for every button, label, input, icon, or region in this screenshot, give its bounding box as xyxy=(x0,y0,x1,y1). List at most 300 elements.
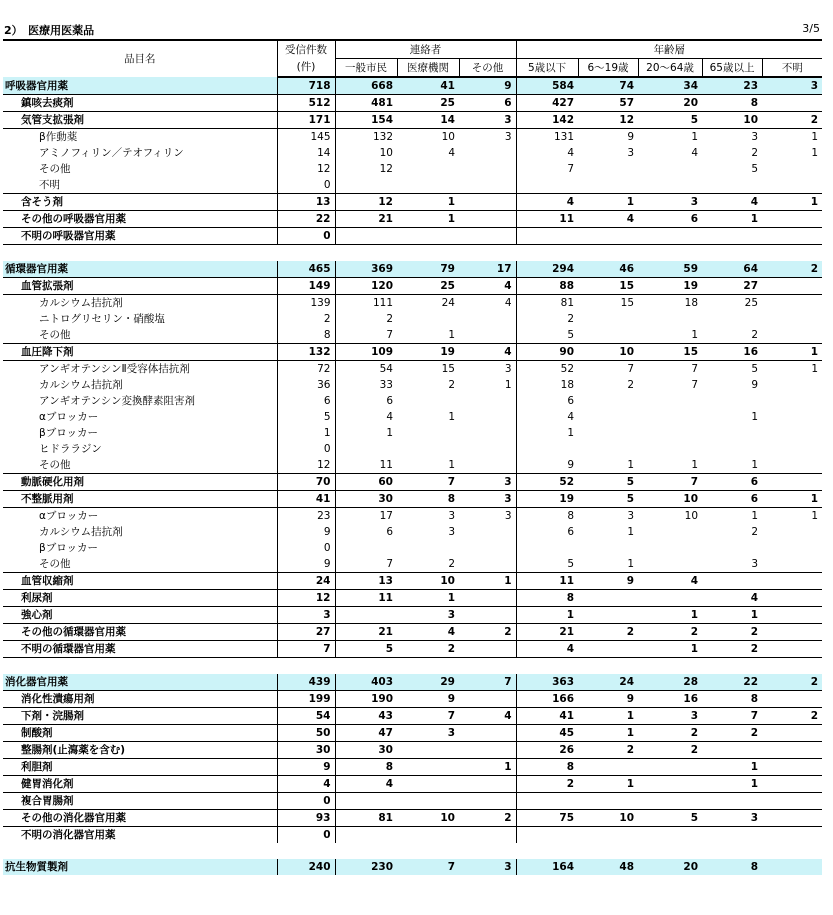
cell-age-under5: 19 xyxy=(516,491,578,508)
cell-age-6-19 xyxy=(578,590,638,607)
row-label: 循環器官用薬 xyxy=(3,261,277,278)
cell-contact-medical: 8 xyxy=(397,491,459,508)
cell-contact-medical: 4 xyxy=(397,624,459,641)
cell-contact-public: 2 xyxy=(335,311,397,327)
cell-age-6-19: 1 xyxy=(578,725,638,742)
row-label: 消化器官用薬 xyxy=(3,674,277,691)
detail-row xyxy=(3,540,822,556)
spacer-row xyxy=(3,658,822,675)
cell-age-6-19: 4 xyxy=(578,211,638,228)
subcategory-row xyxy=(3,474,822,491)
cell-contact-medical: 1 xyxy=(397,457,459,474)
cell-contact-public xyxy=(335,177,397,194)
spacer-row xyxy=(3,843,822,859)
cell-contact-medical xyxy=(397,393,459,409)
cell-age-65plus: 8 xyxy=(702,691,762,708)
cell-received: 4 xyxy=(277,776,335,793)
cell-received: 139 xyxy=(277,295,335,312)
row-label: カルシウム拮抗剤 xyxy=(39,526,123,538)
cell-contact-public: 6 xyxy=(335,393,397,409)
cell-age-under5: 81 xyxy=(516,295,578,312)
cell-age-20-64 xyxy=(638,228,702,245)
cell-contact-medical: 7 xyxy=(397,708,459,725)
row-label: 制酸剤 xyxy=(3,725,277,742)
cell-contact-medical xyxy=(397,177,459,194)
cell-contact-public: 30 xyxy=(335,491,397,508)
row-label: 不明の呼吸器官用薬 xyxy=(3,228,277,245)
cell-contact-other: 2 xyxy=(459,624,516,641)
cell-age-20-64: 20 xyxy=(638,859,702,875)
cell-age-20-64: 3 xyxy=(638,194,702,211)
cell-age-65plus: 2 xyxy=(751,147,759,159)
spacer-cell xyxy=(335,245,397,262)
cell-contact-other: 3 xyxy=(504,363,512,375)
cell-contact-other xyxy=(459,556,516,573)
cell-received: 0 xyxy=(277,228,335,245)
spacer-cell xyxy=(397,245,459,262)
cell-received: 70 xyxy=(277,474,335,491)
cell-age-20-64: 16 xyxy=(638,691,702,708)
detail-row xyxy=(3,508,822,525)
cell-age-65plus: 7 xyxy=(702,708,762,725)
row-label: アミノフィリン／テオフィリン xyxy=(39,147,184,159)
subcategory-row xyxy=(3,344,822,361)
subcategory-row xyxy=(3,742,822,759)
cell-contact-other xyxy=(459,161,516,177)
cell-contact-medical xyxy=(397,742,459,759)
cell-age-6-19: 3 xyxy=(627,510,635,522)
cell-age-unknown xyxy=(762,457,822,474)
row-label: β作動薬 xyxy=(39,131,78,143)
cell-contact-medical: 3 xyxy=(448,510,455,522)
cell-contact-other xyxy=(459,725,516,742)
cell-age-unknown xyxy=(762,377,822,393)
cell-received: 5 xyxy=(277,409,335,425)
cell-age-65plus: 1 xyxy=(702,607,762,624)
cell-contact-medical: 10 xyxy=(397,810,459,827)
cell-age-under5: 11 xyxy=(516,573,578,590)
cell-age-unknown xyxy=(762,759,822,776)
cell-age-6-19: 1 xyxy=(578,556,638,573)
cell-received: 8 xyxy=(277,327,335,344)
cell-age-unknown xyxy=(762,211,822,228)
cell-age-20-64: 4 xyxy=(638,573,702,590)
cell-contact-other xyxy=(459,827,516,844)
cell-contact-medical: 79 xyxy=(397,261,459,278)
cell-contact-other: 3 xyxy=(504,510,512,522)
cell-age-under5: 584 xyxy=(516,77,578,95)
header-item-name: 品目名 xyxy=(3,40,277,77)
cell-contact-other: 6 xyxy=(459,95,516,112)
spacer-cell xyxy=(578,658,638,675)
cell-age-6-19: 1 xyxy=(578,776,638,793)
row-label: 消化性潰瘍用剤 xyxy=(3,691,277,708)
cell-age-unknown xyxy=(762,725,822,742)
cell-age-65plus: 25 xyxy=(744,297,759,309)
cell-age-65plus: 23 xyxy=(702,77,762,95)
cell-age-65plus: 6 xyxy=(702,491,762,508)
cell-contact-public: 4 xyxy=(335,776,397,793)
cell-age-under5: 6 xyxy=(516,393,578,409)
cell-contact-public: 54 xyxy=(335,361,397,378)
cell-age-6-19: 2 xyxy=(627,379,635,391)
cell-age-unknown xyxy=(762,409,822,425)
cell-age-unknown xyxy=(762,161,822,177)
cell-age-6-19: 1 xyxy=(578,194,638,211)
cell-contact-medical: 1 xyxy=(448,411,455,423)
cell-age-20-64: 2 xyxy=(638,742,702,759)
cell-age-65plus xyxy=(702,441,762,457)
cell-contact-medical: 3 xyxy=(397,725,459,742)
row-label: 血圧降下剤 xyxy=(3,344,277,361)
cell-contact-medical xyxy=(397,776,459,793)
row-label: βブロッカー xyxy=(39,427,98,439)
cell-received: 1 xyxy=(277,425,335,441)
cell-contact-other: 9 xyxy=(459,77,516,95)
cell-contact-public xyxy=(335,441,397,457)
cell-contact-medical xyxy=(397,425,459,441)
cell-contact-medical xyxy=(397,793,459,810)
cell-age-6-19: 57 xyxy=(578,95,638,112)
cell-age-20-64: 20 xyxy=(638,95,702,112)
cell-age-65plus: 5 xyxy=(751,363,759,375)
cell-contact-medical: 41 xyxy=(397,77,459,95)
cell-contact-other: 3 xyxy=(459,491,516,508)
cell-contact-public: 230 xyxy=(335,859,397,875)
row-label: その他 xyxy=(3,556,277,573)
cell-received: 12 xyxy=(277,590,335,607)
cell-age-under5: 52 xyxy=(516,474,578,491)
cell-contact-medical: 25 xyxy=(397,278,459,295)
cell-received: 439 xyxy=(277,674,335,691)
cell-received: 9 xyxy=(277,759,335,776)
row-label: 不明 xyxy=(3,177,277,194)
cell-contact-medical: 7 xyxy=(397,859,459,875)
spacer-cell xyxy=(3,843,277,859)
cell-contact-public: 43 xyxy=(335,708,397,725)
spacer-cell xyxy=(516,658,578,675)
cell-received: 171 xyxy=(277,112,335,129)
cell-contact-other xyxy=(459,194,516,211)
spacer-cell xyxy=(762,658,822,675)
cell-age-under5 xyxy=(516,827,578,844)
cell-contact-public xyxy=(335,827,397,844)
row-label: 気管支拡張剤 xyxy=(3,112,277,129)
cell-contact-public xyxy=(335,228,397,245)
cell-age-under5: 294 xyxy=(516,261,578,278)
subcategory-row xyxy=(3,776,822,793)
detail-row xyxy=(3,409,822,425)
header-age-6-19: 6～19歳 xyxy=(578,59,638,78)
category-row xyxy=(3,674,822,691)
cell-contact-other xyxy=(459,457,516,474)
cell-contact-medical: 1 xyxy=(397,327,459,344)
cell-age-unknown: 1 xyxy=(762,344,822,361)
cell-contact-other: 4 xyxy=(459,278,516,295)
row-label: 動脈硬化用剤 xyxy=(3,474,277,491)
row-label: 下剤・浣腸剤 xyxy=(3,708,277,725)
cell-age-unknown xyxy=(762,827,822,844)
cell-age-6-19: 10 xyxy=(578,344,638,361)
cell-age-20-64 xyxy=(638,409,702,425)
cell-contact-other: 3 xyxy=(459,112,516,129)
cell-contact-other xyxy=(459,311,516,327)
cell-received: 24 xyxy=(277,573,335,590)
detail-row xyxy=(3,295,822,312)
cell-contact-public: 33 xyxy=(335,377,397,393)
cell-contact-public xyxy=(335,540,397,556)
cell-age-20-64: 2 xyxy=(638,624,702,641)
cell-age-under5: 4 xyxy=(516,145,578,161)
cell-received: 0 xyxy=(277,827,335,844)
cell-age-unknown xyxy=(762,278,822,295)
cell-age-unknown: 2 xyxy=(762,674,822,691)
cell-contact-other xyxy=(459,441,516,457)
cell-age-unknown xyxy=(762,590,822,607)
cell-age-65plus: 1 xyxy=(751,411,759,423)
cell-age-under5: 2 xyxy=(516,311,578,327)
cell-contact-other: 1 xyxy=(504,379,512,391)
cell-age-under5: 2 xyxy=(516,776,578,793)
cell-age-6-19 xyxy=(578,327,638,344)
cell-age-unknown xyxy=(762,327,822,344)
spacer-cell xyxy=(516,245,578,262)
cell-received: 7 xyxy=(277,641,335,658)
subcategory-row xyxy=(3,95,822,112)
cell-age-20-64: 18 xyxy=(684,297,699,309)
cell-contact-public: 47 xyxy=(335,725,397,742)
row-label: アンギオテンシン変換酵素阻害剤 xyxy=(39,395,196,407)
category-row xyxy=(3,261,822,278)
detail-row xyxy=(3,441,822,457)
cell-age-under5: 21 xyxy=(516,624,578,641)
row-label: その他 xyxy=(3,327,277,344)
section-title: 2） 医療用医薬品 xyxy=(4,24,95,37)
cell-age-20-64: 2 xyxy=(638,725,702,742)
cell-age-6-19: 2 xyxy=(578,742,638,759)
cell-contact-medical: 15 xyxy=(441,363,455,375)
spacer-cell xyxy=(762,245,822,262)
subcategory-row xyxy=(3,725,822,742)
cell-age-6-19 xyxy=(578,177,638,194)
cell-age-65plus: 3 xyxy=(702,556,762,573)
cell-age-65plus: 2 xyxy=(702,641,762,658)
cell-age-6-19: 3 xyxy=(627,147,635,159)
cell-age-under5: 4 xyxy=(516,641,578,658)
header-age-unknown: 不明 xyxy=(762,59,822,78)
cell-contact-other xyxy=(459,211,516,228)
row-label: カルシウム拮抗剤 xyxy=(39,297,123,309)
cell-age-6-19 xyxy=(578,393,638,409)
detail-row xyxy=(3,377,822,393)
cell-age-6-19: 9 xyxy=(627,131,635,143)
cell-received: 0 xyxy=(277,441,335,457)
cell-contact-public: 12 xyxy=(335,161,397,177)
subcategory-row xyxy=(3,573,822,590)
cell-age-6-19 xyxy=(578,311,638,327)
cell-age-unknown xyxy=(762,524,822,540)
cell-contact-public: 17 xyxy=(335,508,397,525)
cell-age-under5: 26 xyxy=(516,742,578,759)
cell-contact-public: 13 xyxy=(335,573,397,590)
spacer-cell xyxy=(578,843,638,859)
cell-age-unknown: 2 xyxy=(762,261,822,278)
cell-age-under5: 131 xyxy=(516,129,578,146)
cell-contact-other xyxy=(459,409,516,425)
cell-age-20-64: 7 xyxy=(638,474,702,491)
detail-row xyxy=(3,161,822,177)
cell-contact-public: 21 xyxy=(335,624,397,641)
statistics-table xyxy=(3,39,822,875)
cell-age-under5 xyxy=(516,177,578,194)
cell-age-under5: 8 xyxy=(516,590,578,607)
cell-received: 30 xyxy=(277,742,335,759)
cell-age-65plus xyxy=(702,393,762,409)
row-label: その他の循環器官用薬 xyxy=(3,624,277,641)
cell-age-6-19: 24 xyxy=(578,674,638,691)
spacer-cell xyxy=(702,843,762,859)
cell-contact-other: 4 xyxy=(459,708,516,725)
cell-age-unknown xyxy=(762,425,822,441)
spacer-cell xyxy=(516,843,578,859)
cell-contact-medical: 1 xyxy=(397,211,459,228)
cell-age-6-19: 1 xyxy=(578,457,638,474)
cell-age-unknown xyxy=(762,641,822,658)
spacer-cell xyxy=(335,658,397,675)
cell-received: 0 xyxy=(277,540,335,556)
subcategory-row xyxy=(3,810,822,827)
cell-contact-other xyxy=(459,327,516,344)
cell-age-unknown xyxy=(762,776,822,793)
cell-age-6-19: 1 xyxy=(578,708,638,725)
row-label: 鎮咳去痰剤 xyxy=(3,95,277,112)
cell-age-20-64: 10 xyxy=(638,491,702,508)
cell-age-65plus xyxy=(702,177,762,194)
cell-age-20-64 xyxy=(638,311,702,327)
cell-contact-medical: 3 xyxy=(448,526,455,538)
spacer-cell xyxy=(277,658,335,675)
row-label: 複合胃腸剤 xyxy=(3,793,277,810)
cell-contact-public: 11 xyxy=(335,590,397,607)
cell-age-unknown xyxy=(762,624,822,641)
detail-row xyxy=(3,361,822,378)
category-row xyxy=(3,859,822,875)
cell-contact-other xyxy=(459,524,516,540)
cell-age-20-64: 1 xyxy=(638,457,702,474)
subcategory-row xyxy=(3,228,822,245)
cell-contact-medical: 29 xyxy=(397,674,459,691)
subcategory-row xyxy=(3,112,822,129)
cell-age-65plus: 27 xyxy=(702,278,762,295)
header-received-unit: (件) xyxy=(277,59,335,78)
cell-contact-public xyxy=(335,607,397,624)
cell-received: 132 xyxy=(277,344,335,361)
detail-row xyxy=(3,393,822,409)
subcategory-row xyxy=(3,278,822,295)
cell-contact-public: 120 xyxy=(335,278,397,295)
page-header xyxy=(4,20,820,38)
cell-received: 93 xyxy=(277,810,335,827)
spacer-cell xyxy=(397,843,459,859)
table-body xyxy=(3,77,822,875)
cell-age-under5: 6 xyxy=(516,524,578,540)
table-header xyxy=(3,40,822,77)
cell-contact-medical: 7 xyxy=(397,474,459,491)
cell-received: 41 xyxy=(277,491,335,508)
cell-contact-medical: 4 xyxy=(448,147,455,159)
cell-contact-medical xyxy=(397,827,459,844)
cell-age-6-19: 48 xyxy=(578,859,638,875)
cell-age-20-64: 1 xyxy=(638,641,702,658)
cell-age-20-64: 34 xyxy=(638,77,702,95)
cell-contact-other: 3 xyxy=(459,859,516,875)
cell-age-under5: 4 xyxy=(516,409,578,425)
spacer-cell xyxy=(638,245,702,262)
row-label: 呼吸器官用薬 xyxy=(3,77,277,95)
subcategory-row xyxy=(3,708,822,725)
subcategory-row xyxy=(3,827,822,844)
cell-age-6-19 xyxy=(578,793,638,810)
row-label: 抗生物質製剤 xyxy=(3,859,277,875)
cell-age-unknown xyxy=(762,441,822,457)
cell-contact-other xyxy=(459,691,516,708)
cell-age-under5: 18 xyxy=(516,377,578,393)
cell-age-under5: 4 xyxy=(516,194,578,211)
cell-age-6-19: 5 xyxy=(578,474,638,491)
cell-contact-medical: 1 xyxy=(397,590,459,607)
cell-contact-medical: 9 xyxy=(397,691,459,708)
cell-age-65plus: 1 xyxy=(702,211,762,228)
cell-contact-public: 10 xyxy=(335,145,397,161)
row-label: その他の消化器官用薬 xyxy=(3,810,277,827)
spacer-cell xyxy=(762,843,822,859)
cell-age-20-64: 5 xyxy=(638,112,702,129)
cell-received: 72 xyxy=(277,361,335,378)
cell-age-6-19: 15 xyxy=(620,297,635,309)
cell-contact-medical xyxy=(397,161,459,177)
cell-contact-medical: 14 xyxy=(397,112,459,129)
cell-contact-public: 81 xyxy=(335,810,397,827)
cell-age-under5: 45 xyxy=(516,725,578,742)
cell-contact-other xyxy=(459,607,516,624)
subcategory-row xyxy=(3,211,822,228)
cell-age-unknown xyxy=(762,95,822,112)
cell-age-under5: 8 xyxy=(516,759,578,776)
cell-contact-medical: 10 xyxy=(397,573,459,590)
cell-contact-public: 7 xyxy=(335,556,397,573)
cell-contact-public: 30 xyxy=(335,742,397,759)
cell-age-65plus: 64 xyxy=(702,261,762,278)
cell-age-65plus: 2 xyxy=(702,624,762,641)
cell-received: 12 xyxy=(277,161,335,177)
cell-age-6-19: 9 xyxy=(578,573,638,590)
cell-age-20-64: 5 xyxy=(638,810,702,827)
cell-age-65plus: 3 xyxy=(702,810,762,827)
cell-age-6-19 xyxy=(578,540,638,556)
subcategory-row xyxy=(3,624,822,641)
cell-age-unknown xyxy=(762,742,822,759)
cell-age-6-19 xyxy=(578,441,638,457)
cell-age-20-64: 59 xyxy=(638,261,702,278)
cell-received: 240 xyxy=(277,859,335,875)
cell-age-20-64: 3 xyxy=(638,708,702,725)
cell-age-6-19 xyxy=(578,425,638,441)
cell-age-20-64 xyxy=(638,540,702,556)
detail-row xyxy=(3,311,822,327)
cell-age-under5: 88 xyxy=(516,278,578,295)
spacer-cell xyxy=(638,843,702,859)
cell-age-6-19 xyxy=(578,607,638,624)
